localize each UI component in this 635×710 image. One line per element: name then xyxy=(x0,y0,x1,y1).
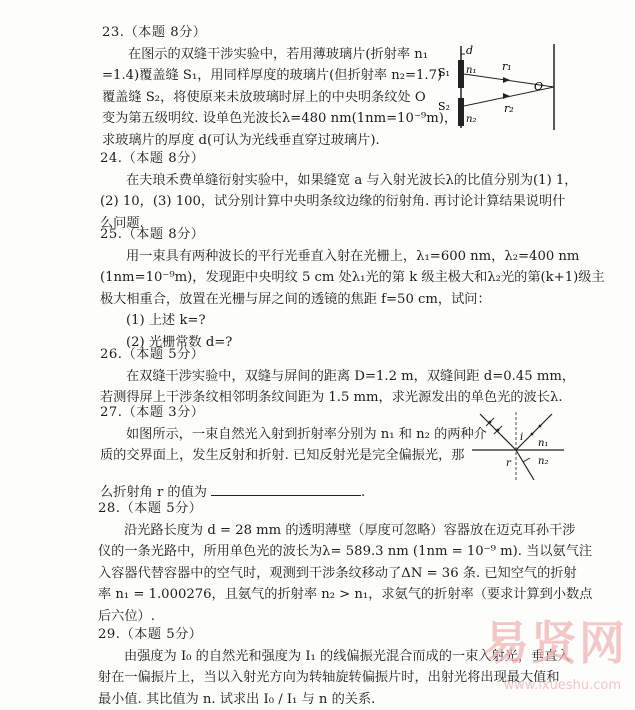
question-28-text: 率 n₁ = 1.000276，且氨气的折射率 n₂ > n₁，求氨气的折射率（要求计算到小数点 xyxy=(98,584,592,606)
question-29-text: 射在一偏振片上，当以入射光方向为转轴旋转偏振片时，出射光将出现最大值和 xyxy=(98,667,571,689)
figure-label-n1: n₁ xyxy=(538,438,548,449)
question-23-text: 求玻璃片的厚度 d(可认为光线垂直穿过玻璃片). xyxy=(102,130,457,152)
question-28-text: 仪的一条光路中，所用单色光的波长为λ= 589.3 nm (1nm = 10⁻⁹ m). 当以氨气注 xyxy=(98,541,592,563)
question-24 xyxy=(100,148,578,234)
question-27-text: 质的交界面上，发生反射和折射. 已知反射光是完全偏振光，那 xyxy=(100,445,487,467)
question-28-text: 沿光路长度为 d = 28 mm 的透明薄壁（厚度可忽略）容器放在迈克耳孙干涉 xyxy=(98,520,592,542)
question-29-text: 由强度为 I₀ 的自然光和强度为 I₁ 的线偏振光混合而成的一束入射光，垂直入 xyxy=(98,646,571,668)
question-26 xyxy=(100,344,575,409)
question-24-text: (2) 10，(3) 100，试分别计算中央明条纹边缘的衍射角. 再讨论计算结果说明什 xyxy=(100,191,578,213)
question-23-text: 变为第五级明纹. 设单色光波长λ=480 nm(1nm=10⁻⁹m)， xyxy=(102,108,457,130)
question-28-heading: 28.（本题 5分） xyxy=(98,498,592,520)
figure-label-n2: n₂ xyxy=(538,456,548,467)
question-28-text: 入容器代替容器中的空气时，观测到干涉条纹移动了ΔN = 36 条. 已知空气的折射 xyxy=(98,563,592,585)
question-27-heading: 27.（本题 3分） xyxy=(100,402,487,424)
figure-label-r2: r₂ xyxy=(504,102,514,115)
question-24-heading: 24.（本题 8分） xyxy=(100,148,578,170)
question-26-text: 在双缝干涉实验中，双缝与屏间的距离 D=1.2 m，双缝间距 d=0.45 mm， xyxy=(100,366,575,388)
figure-label-r: r xyxy=(506,458,512,469)
question-25-text: 用一束具有两种波长的平行光垂直入射在光栅上，λ₁=600 nm，λ₂=400 nm xyxy=(100,246,605,268)
question-23-heading: 23.（本题 8分） xyxy=(102,22,457,44)
question-26-text: 若测得屏上干涉条纹相邻明条纹间距为 1.5 mm，求光源发出的单色光的波长λ. xyxy=(100,387,575,409)
question-27 xyxy=(100,402,487,503)
question-25-subquestion: (2) 光栅常数 d=? xyxy=(100,332,605,354)
reflection-refraction-figure xyxy=(468,410,568,482)
figure-label-n2: n₂ xyxy=(466,114,476,125)
question-23-text: 在图示的双缝干涉实验中，若用薄玻璃片(折射率 n₁ xyxy=(102,44,457,66)
figure-label-s1: S₁ xyxy=(438,66,450,79)
question-27-text: 如图所示，一束自然光入射到折射率分别为 n₁ 和 n₂ 的两种介 xyxy=(100,424,487,446)
question-24-text: 么问题. xyxy=(100,213,578,235)
answer-blank[interactable] xyxy=(211,481,361,496)
question-26-heading: 26.（本题 5分） xyxy=(100,344,575,366)
question-27-prompt: 么折射角 r 的值为 xyxy=(100,485,207,500)
figure-label-o: O xyxy=(534,80,543,93)
double-slit-figure xyxy=(432,40,562,132)
question-27-text: 么折射角 r 的值为 . xyxy=(100,481,487,504)
figure-label-s2: S₂ xyxy=(438,100,450,113)
figure-label-r1: r₁ xyxy=(502,60,512,73)
question-23-text: 覆盖缝 S₂，将使原来未放玻璃时屏上的中央明条纹处 O xyxy=(102,87,457,109)
question-24-text: 在夫琅禾费单缝衍射实验中，如果缝宽 a 与入射光波长λ的比值分别为(1) 1， xyxy=(100,170,578,192)
figure-label-d: d xyxy=(466,44,473,57)
watermark-url: www.ixueshu.com xyxy=(503,678,621,693)
watermark-logo: 易贤网 xyxy=(483,607,627,673)
question-23 xyxy=(102,22,457,151)
question-25-text: 极大相重合，放置在光栅与屏之间的透镜的焦距 f=50 cm，试问： xyxy=(100,289,605,311)
question-28-text: 后六位）. xyxy=(98,606,592,628)
question-23-text: =1.4)覆盖缝 S₁，用同样厚度的玻璃片(但折射率 n₂=1.7) xyxy=(102,65,457,87)
question-25-heading: 25.（本题 8分） xyxy=(100,224,605,246)
question-25-subquestion: (1) 上述 k=? xyxy=(100,310,605,332)
figure-label-i: i xyxy=(520,432,523,443)
question-25 xyxy=(100,224,605,353)
question-29-heading: 29.（本题 5分） xyxy=(98,624,571,646)
question-29-text: 最小值. 其比值为 n. 试求出 I₀ / I₁ 与 n 的关系. xyxy=(98,689,571,710)
figure-label-n1: n₁ xyxy=(466,65,476,76)
question-25-text: (1nm=10⁻⁹m)，发现距中央明纹 5 cm 处λ₁光的第 k 级主极大和λ₂光的第(k+1)级主 xyxy=(100,267,605,289)
